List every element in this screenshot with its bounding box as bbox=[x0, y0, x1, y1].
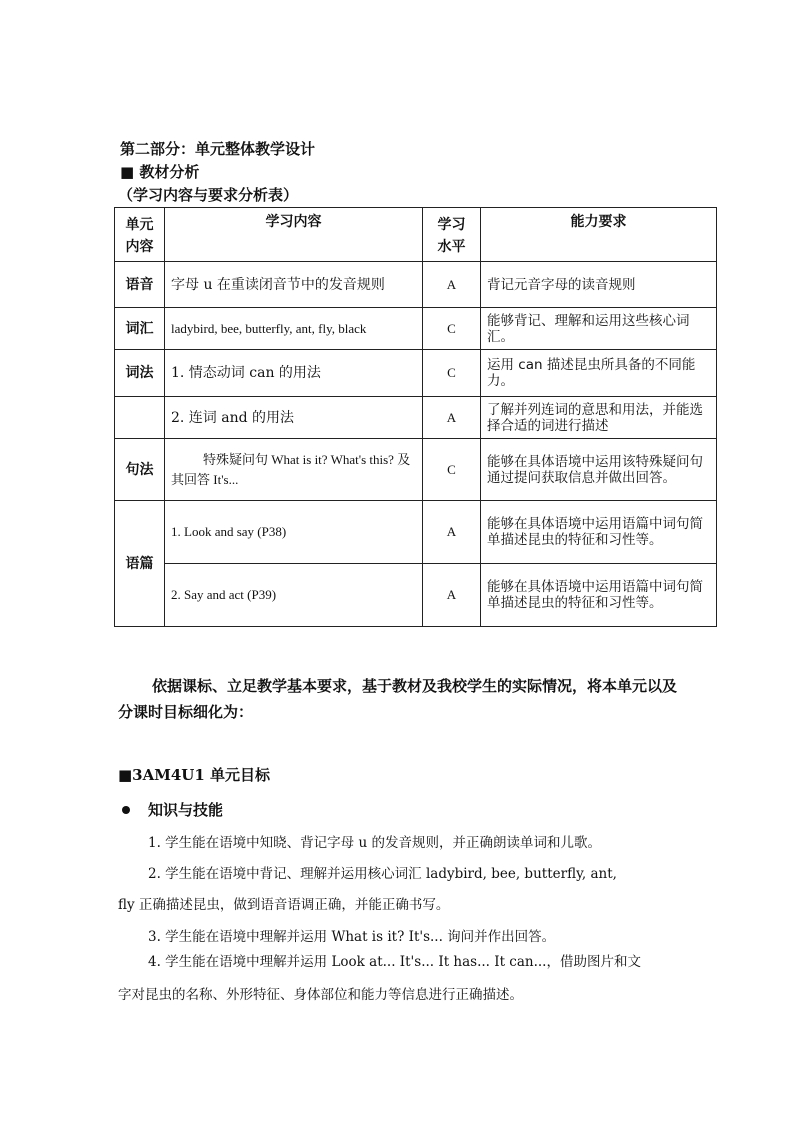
section-title: 第二部分：单元整体教学设计 bbox=[120, 140, 316, 158]
cell-unit: 句法 bbox=[115, 439, 165, 501]
bullet-icon bbox=[122, 806, 130, 814]
table-row bbox=[115, 397, 717, 439]
cell-content: 2. Say and act (P39) bbox=[165, 564, 423, 627]
cell-requirement: 能够背记、理解和运用这些核心词汇。 bbox=[481, 308, 717, 350]
table-caption: （学习内容与要求分析表） bbox=[118, 186, 299, 204]
cell-requirement: 了解并列连词的意思和用法，并能选择合适的词进行描述 bbox=[481, 397, 717, 439]
cell-requirement: 能够在具体语境中运用语篇中词句简单描述昆虫的特征和习性等。 bbox=[481, 564, 717, 627]
cell-content: 1. 情态动词 can 的用法 bbox=[165, 350, 423, 397]
subheading-textbook-analysis: ■ 教材分析 bbox=[120, 163, 200, 181]
goal-item-continuation: 字对昆虫的名称、外形特征、身体部位和能力等信息进行正确描述。 bbox=[118, 987, 523, 1003]
cell-content: ladybird, bee, butterfly, ant, fly, black bbox=[165, 308, 423, 350]
cell-unit: 语音 bbox=[115, 262, 165, 308]
cell-level: A bbox=[423, 397, 481, 439]
cell-content: 字母 u 在重读闭音节中的发音规则 bbox=[165, 262, 423, 308]
table-row bbox=[115, 501, 717, 564]
cell-level: A bbox=[423, 564, 481, 627]
cell-content: 1. Look and say (P38) bbox=[165, 501, 423, 564]
goal-item: 2. 学生能在语境中背记、理解并运用核心词汇 ladybird, bee, butterfly, ant, bbox=[148, 866, 617, 882]
intro-paragraph: 依据课标、立足教学基本要求，基于教材及我校学生的实际情况，将本单元以及分课时目标细化为： bbox=[118, 677, 678, 721]
cell-requirement: 能够在具体语境中运用语篇中词句简单描述昆虫的特征和习性等。 bbox=[481, 501, 717, 564]
cell-requirement: 运用 can 描述昆虫所具备的不同能力。 bbox=[481, 350, 717, 397]
cell-unit: 语篇 bbox=[115, 501, 165, 627]
cell-level: C bbox=[423, 350, 481, 397]
table-row bbox=[115, 308, 717, 350]
goal-item: 3. 学生能在语境中理解并运用 What is it? It's... 询问并作出回答。 bbox=[148, 929, 556, 945]
cell-unit bbox=[115, 397, 165, 439]
table-row bbox=[115, 350, 717, 397]
header-requirement: 能力要求 bbox=[481, 208, 717, 262]
goal-item-continuation: fly 正确描述昆虫，做到语音语调正确，并能正确书写。 bbox=[118, 897, 450, 913]
cell-unit: 词法 bbox=[115, 350, 165, 397]
analysis-table bbox=[114, 207, 717, 627]
goal-item: 4. 学生能在语境中理解并运用 Look at... It's... It has... It can...，借助图片和文 bbox=[148, 954, 641, 970]
cell-content: 特殊疑问句 What is it? What's this? 及其回答 It's... bbox=[165, 439, 423, 501]
cell-level: A bbox=[423, 262, 481, 308]
header-content: 学习内容 bbox=[165, 208, 423, 262]
cell-level: A bbox=[423, 501, 481, 564]
knowledge-heading: 知识与技能 bbox=[148, 801, 224, 819]
header-unit: 单元 内容 bbox=[115, 208, 165, 262]
table-row bbox=[115, 564, 717, 627]
cell-level: C bbox=[423, 439, 481, 501]
cell-level: C bbox=[423, 308, 481, 350]
table-header-row bbox=[115, 208, 717, 262]
table-row bbox=[115, 439, 717, 501]
cell-requirement: 能够在具体语境中运用该特殊疑问句通过提问获取信息并做出回答。 bbox=[481, 439, 717, 501]
header-level: 学习 水平 bbox=[423, 208, 481, 262]
goal-item: 1. 学生能在语境中知晓、背记字母 u 的发音规则，并正确朗读单词和儿歌。 bbox=[148, 835, 601, 851]
unit-goal-heading: ■3AM4U1 单元目标 bbox=[118, 766, 271, 784]
cell-content: 2. 连词 and 的用法 bbox=[165, 397, 423, 439]
table-row bbox=[115, 262, 717, 308]
cell-requirement: 背记元音字母的读音规则 bbox=[481, 262, 717, 308]
cell-unit: 词汇 bbox=[115, 308, 165, 350]
